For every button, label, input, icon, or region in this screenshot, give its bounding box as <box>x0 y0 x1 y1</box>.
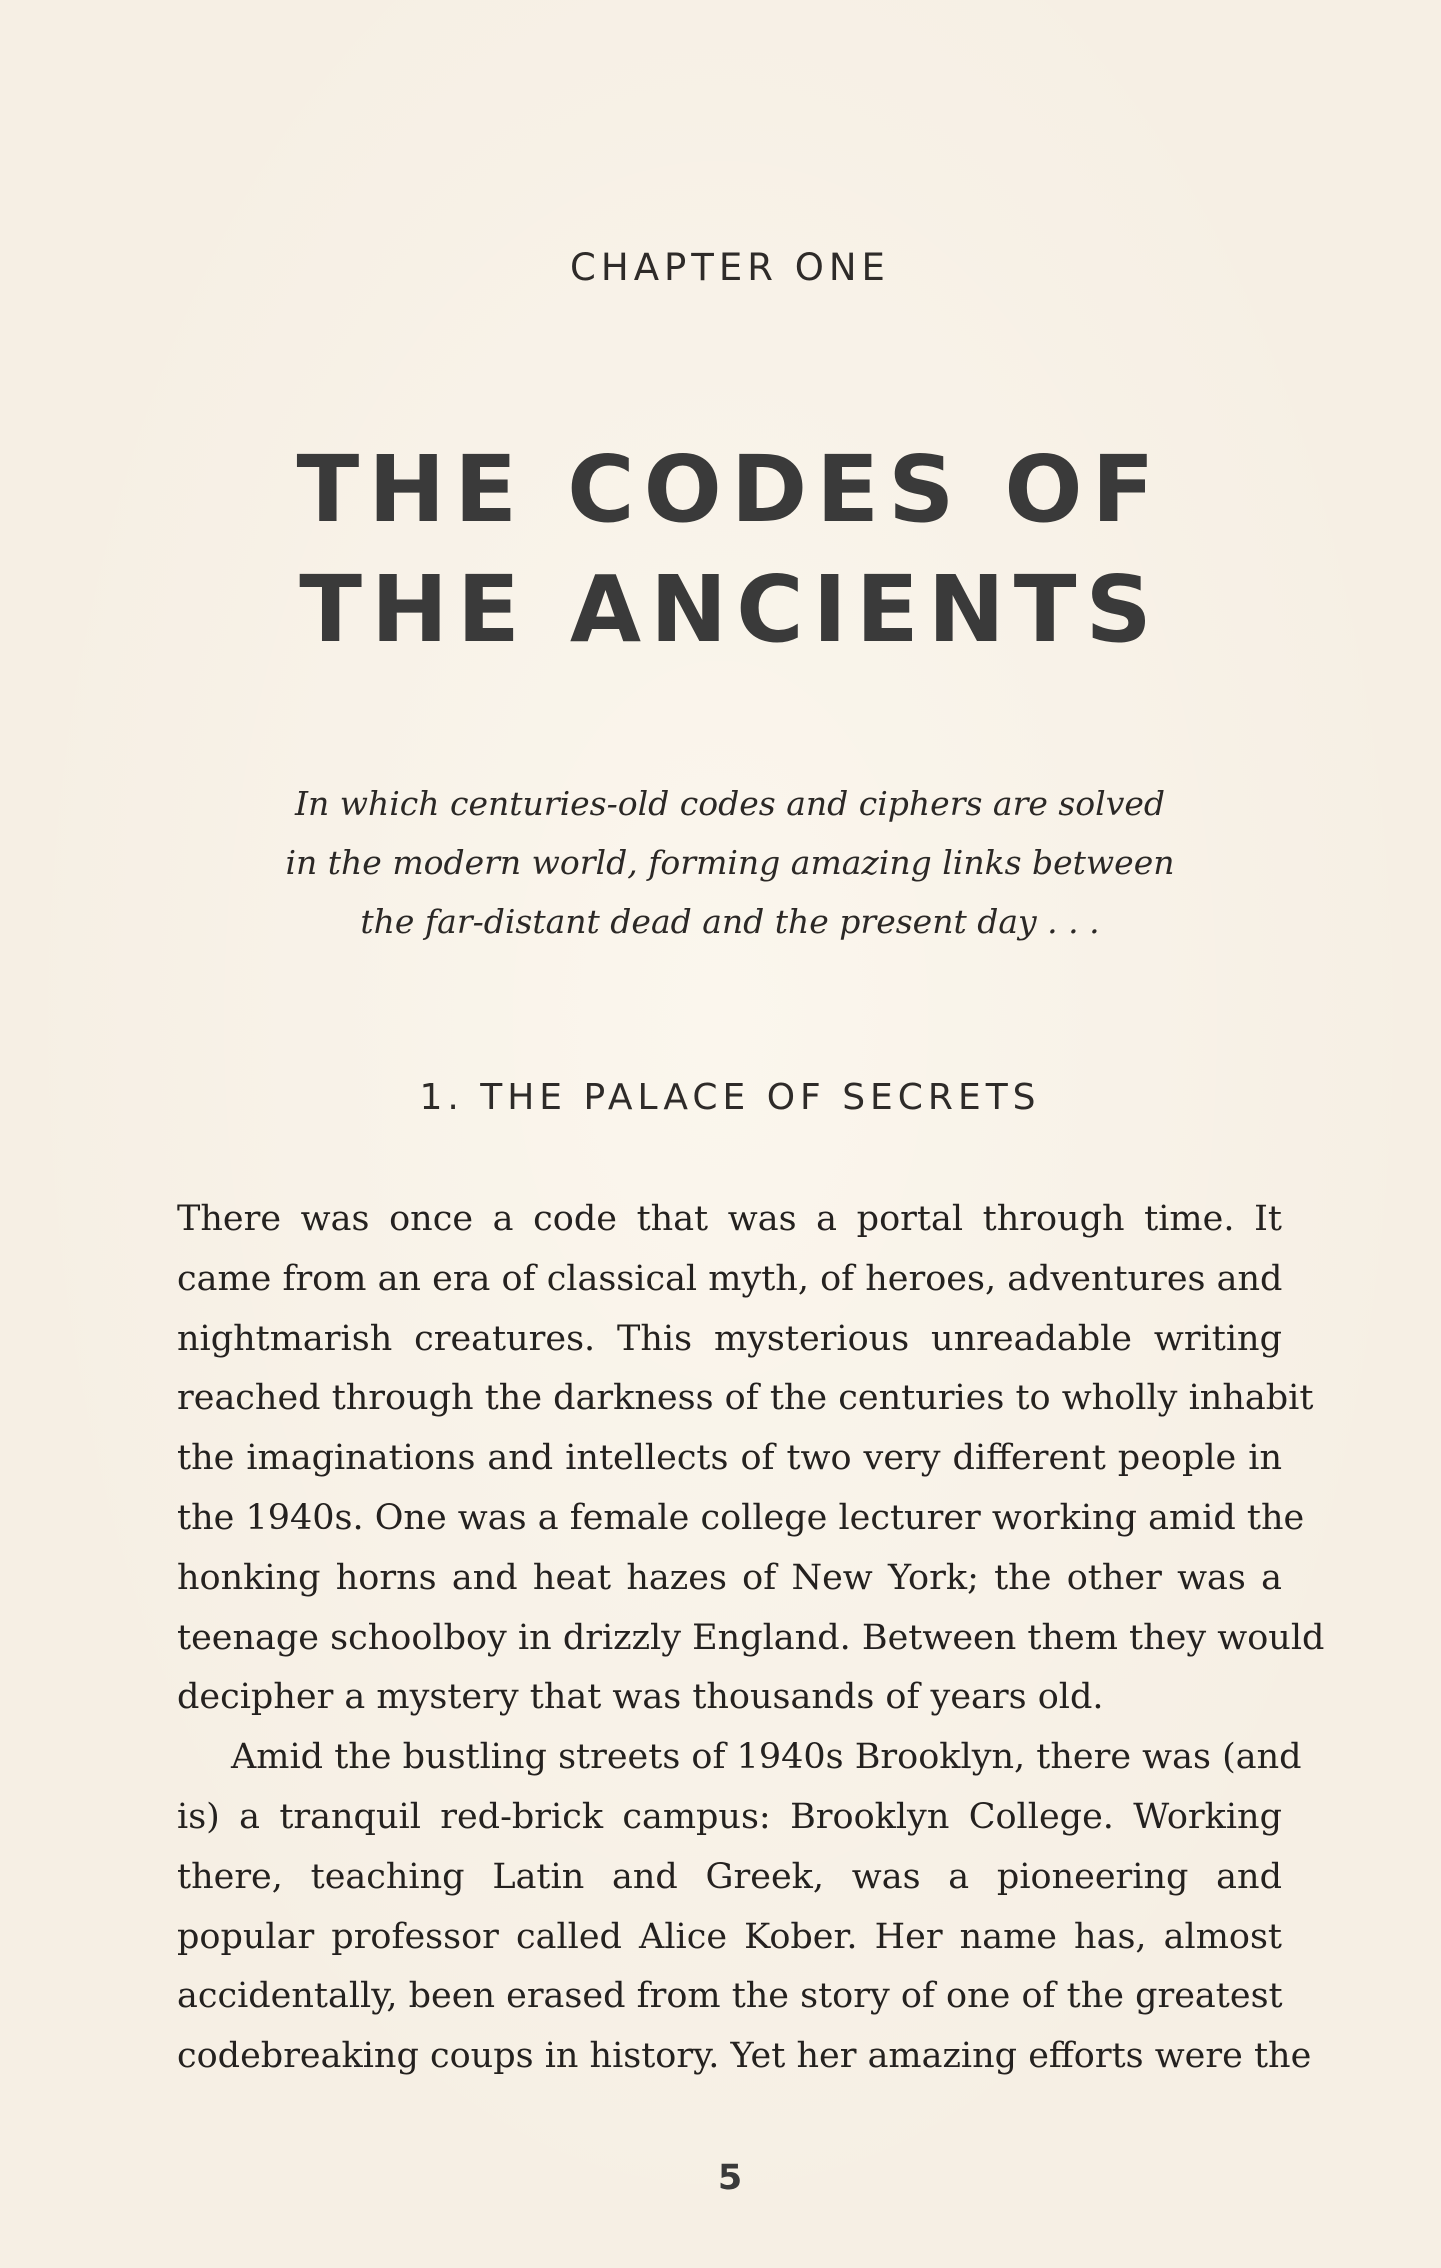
body-line: reached through the darkness of the centuries to wholly inhabit <box>177 1378 1314 1419</box>
body-line: teenage schoolboy in drizzly England. Between them they would <box>177 1617 1325 1658</box>
body-text <box>177 1190 1325 2087</box>
section-heading: 1. THE PALACE OF SECRETS <box>419 1077 1041 1118</box>
body-line: codebreaking coups in history. Yet her amazing efforts were the <box>177 2036 1312 2077</box>
chapter-label: CHAPTER ONE <box>570 246 890 289</box>
body-line: Amid the bustling streets of 1940s Brooklyn, there was (and <box>231 1737 1302 1778</box>
body-line: came from an era of classical myth, of heroes, adventures and <box>177 1258 1283 1299</box>
body-line: the imaginations and intellects of two very different people in <box>177 1438 1282 1479</box>
epigraph-line: the far-distant dead and the present day . . . <box>360 902 1100 941</box>
epigraph <box>0 774 1441 951</box>
epigraph-line: in the modern world, forming amazing links between <box>285 843 1175 882</box>
body-line: honking horns and heat hazes of New York; the other was a <box>177 1557 1282 1598</box>
chapter-title-line-1: THE CODES OF <box>296 436 1164 543</box>
body-line: accidentally, been erased from the story of one of the greatest <box>177 1976 1283 2017</box>
body-line: decipher a mystery that was thousands of years old. <box>177 1677 1104 1718</box>
body-line: the 1940s. One was a female college lecturer working amid the <box>177 1497 1305 1538</box>
body-line: is) a tranquil red-brick campus: Brooklyn College. Working <box>177 1796 1282 1837</box>
chapter-title <box>0 430 1441 670</box>
epigraph-line: In which centuries-old codes and ciphers are solved <box>294 784 1166 823</box>
body-line: There was once a code that was a portal through time. It <box>177 1199 1282 1239</box>
page-number: 5 <box>717 2158 743 2198</box>
body-line: there, teaching Latin and Greek, was a pioneering and <box>177 1856 1282 1897</box>
chapter-title-line-2: THE ANCIENTS <box>299 556 1161 663</box>
body-line: nightmarish creatures. This mysterious unreadable writing <box>177 1318 1282 1359</box>
body-line: popular professor called Alice Kober. Her name has, almost <box>177 1916 1282 1957</box>
